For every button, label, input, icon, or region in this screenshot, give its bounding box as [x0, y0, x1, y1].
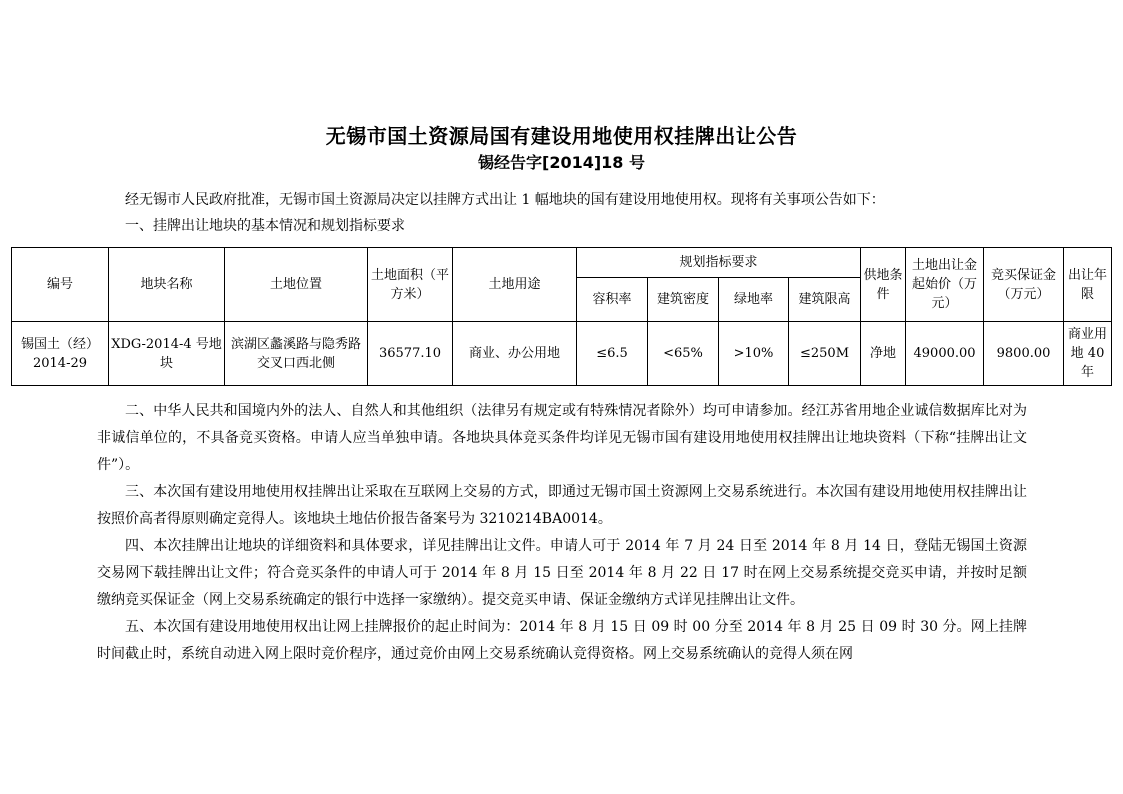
section-heading: 一、挂牌出让地块的基本情况和规划指标要求 — [125, 218, 405, 234]
intro-paragraph: 经无锡市人民政府批准，无锡市国土资源局决定以挂牌方式出让 1 幅地块的国有建设用地使用权。现将有关事项公告如下： — [125, 192, 885, 208]
header-id: 编号 — [12, 248, 109, 322]
header-supply: 供地条件 — [861, 248, 906, 322]
paragraph-2: 二、中华人民共和国境内外的法人、自然人和其他组织（法律另有规定或有特殊情况者除外）均可申请参加。经江苏省用地企业诚信数据库比对为非诚信单位的，不具备竞买资格。申请人应当单独申请。各地块具体竞买条件均详见无锡市国有建设用地使用权挂牌出让地块资料（下称“挂牌出让文件”）。 — [97, 403, 1027, 473]
header-green: 绿地率 — [719, 278, 789, 322]
cell-deposit: 9800.00 — [984, 322, 1064, 386]
land-parcel-table — [11, 247, 1112, 386]
cell-start-price: 49000.00 — [906, 322, 984, 386]
cell-term: 商业用地 40 年 — [1064, 322, 1112, 386]
header-density: 建筑密度 — [648, 278, 719, 322]
cell-use: 商业、办公用地 — [453, 322, 577, 386]
cell-area: 36577.10 — [368, 322, 453, 386]
cell-far: ≤6.5 — [577, 322, 648, 386]
cell-name: XDG-2014-4 号地块 — [109, 322, 225, 386]
paragraph-5: 五、本次国有建设用地使用权出让网上挂牌报价的起止时间为：2014 年 8 月 15 日 09 时 00 分至 2014 年 8 月 25 日 09 时 30 分。网上挂牌时间截止时，系统自动进入网上限时竞价程序，通过竞价由网上交易系统确认竞得资格。网上交易系统确认的竞得人须在网 — [97, 619, 1027, 662]
table-row — [12, 322, 1112, 386]
header-area: 土地面积（平方米） — [368, 248, 453, 322]
cell-height: ≤250M — [789, 322, 861, 386]
paragraph-3: 三、本次国有建设用地使用权挂牌出让采取在互联网上交易的方式，即通过无锡市国土资源网上交易系统进行。本次国有建设用地使用权挂牌出让按照价高者得原则确定竞得人。该地块土地估价报告备案号为 3210214BA0014。 — [97, 484, 1027, 527]
cell-id: 锡国土（经）2014-29 — [12, 322, 109, 386]
paragraph-4: 四、本次挂牌出让地块的详细资料和具体要求，详见挂牌出让文件。申请人可于 2014 年 7 月 24 日至 2014 年 8 月 14 日，登陆无锡国土资源交易网下载挂牌出让文件；符合竞买条件的申请人可于 2014 年 8 月 15 日至 2014 年 8 月 22 日 17 时在网上交易系统提交竞买申请，并按时足额缴纳竞买保证金（网上交易系统确定的银行中选择一家缴纳）。提交竞买申请、保证金缴纳方式详见挂牌出让文件。 — [97, 538, 1027, 608]
header-location: 土地位置 — [225, 248, 368, 322]
table-header-row — [12, 248, 1112, 278]
header-height: 建筑限高 — [789, 278, 861, 322]
cell-green: >10% — [719, 322, 789, 386]
cell-density: <65% — [648, 322, 719, 386]
header-deposit: 竞买保证金（万元） — [984, 248, 1064, 322]
header-start-price: 土地出让金起始价（万元） — [906, 248, 984, 322]
page-title: 无锡市国土资源局国有建设用地使用权挂牌出让公告 — [325, 124, 798, 148]
document-number: 锡经告字[2014]18 号 — [478, 153, 645, 172]
header-name: 地块名称 — [109, 248, 225, 322]
header-planning: 规划指标要求 — [577, 248, 861, 278]
header-far: 容积率 — [577, 278, 648, 322]
cell-location: 滨湖区蠡溪路与隐秀路交叉口西北侧 — [225, 322, 368, 386]
cell-supply: 净地 — [861, 322, 906, 386]
header-term: 出让年限 — [1064, 248, 1112, 322]
header-use: 土地用途 — [453, 248, 577, 322]
